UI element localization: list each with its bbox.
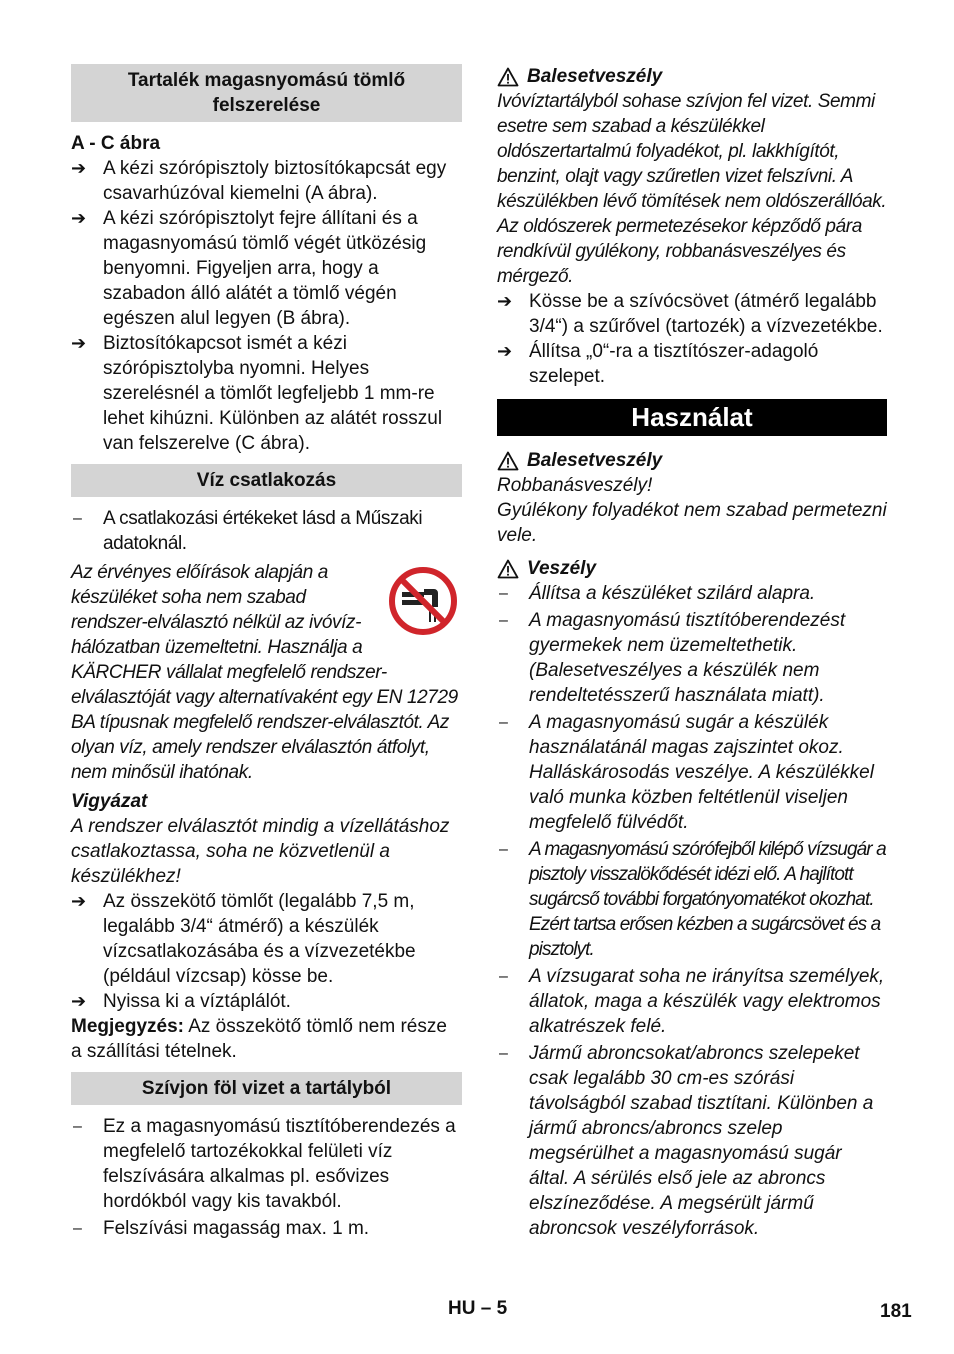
page-number: 181 bbox=[880, 1301, 912, 1322]
dash-bullet: – bbox=[73, 510, 82, 527]
warning-text: Ivóvíztartályból sohase szívjon fel vizet. Semmi esetre sem szabad a készülékkel oldószertartalmú folyadékot, pl. lakkhígítót, benzint, olajt vagy szűretlen vizet felszívni. A készülékben lévő tömítések nem oldószerállóak. Az oldószerek permetezésekor képződő pára rendkívül gyúlékony, robbanásveszélyes és mérgező. bbox=[497, 91, 887, 287]
arrow-icon: ➔ bbox=[71, 158, 87, 178]
list-item: – A magasnyomású szórófejből kilépő vízsugár a pisztoly visszalökődését idézi elő. A hajlított sugárcső további forgatónyomatékot okozhat. Ezért tartsa erősen kézben a sugárcsövet és a pisztolyt. bbox=[499, 839, 886, 960]
instruction-item: ➔ Kösse be a szívócsövet (átmérő legalább 3/4“) a szűrővel (tartozék) a vízvezetékbe. bbox=[497, 291, 883, 337]
no-drinking-water-icon bbox=[388, 566, 458, 636]
dash-bullet: – bbox=[499, 612, 508, 629]
figure-reference: A - C ábra bbox=[71, 133, 161, 154]
warning-heading: Balesetveszély bbox=[497, 64, 887, 89]
dash-bullet: – bbox=[499, 585, 508, 602]
dash-bullet: – bbox=[73, 1118, 82, 1135]
list-item: – A magasnyomású tisztítóberendezést gyermekek nem üzemeltethetik. (Balesetveszélyes a készülék nem rendeltetésszerű használata miatt). bbox=[499, 610, 846, 706]
arrow-icon: ➔ bbox=[497, 291, 513, 311]
caution-title: Vigyázat bbox=[71, 791, 148, 812]
list-item: – Jármű abroncsokat/abroncs szelepeket csak legalább 30 cm-es szórási távolságból szabad tisztítani. Különben a jármű abroncs/abroncs szelep megsérülhet a magasnyomású sugár által. A sérülés első jele az abroncs elszíneződése. A megsérült jármű abroncsok veszélyforrások. bbox=[499, 1043, 874, 1239]
list-item: – A vízsugarat soha ne irányítsa személyek, állatok, maga a készülék vagy elektromos alkatrészek felé. bbox=[499, 966, 885, 1037]
arrow-icon: ➔ bbox=[71, 208, 87, 228]
list-item: – Felszívási magasság max. 1 m. bbox=[73, 1218, 370, 1239]
instruction-item: ➔ Állítsa „0“-ra a tisztítószer-adagoló szelepet. bbox=[497, 341, 819, 387]
warning-text: Robbanásveszély! bbox=[497, 475, 653, 496]
note: Megjegyzés: Az összekötő tömlő nem része a szállítási tételnek. bbox=[71, 1016, 447, 1062]
instruction-item: ➔ Az összekötő tömlőt (legalább 7,5 m, legalább 3/4“ átmérő) a készülék vízcsatlakozásába és a vízvezetékbe (például vízcsap) kösse be. bbox=[71, 891, 416, 987]
dash-bullet: – bbox=[499, 968, 508, 985]
arrow-icon: ➔ bbox=[71, 891, 87, 911]
caution-text: A rendszer elválasztót mindig a vízellátáshoz csatlakoztassa, soha ne közvetlenül a készülékhez! bbox=[71, 816, 450, 887]
list-item: – Állítsa a készüléket szilárd alapra. bbox=[499, 583, 816, 604]
instruction-item: ➔ A kézi szórópisztoly biztosítókapcsát egy csavarhúzóval kiemelni (A ábra). bbox=[71, 158, 447, 204]
dash-bullet: – bbox=[499, 841, 508, 858]
list-item: – A csatlakozási értékeket lásd a Műszaki adatoknál. bbox=[73, 508, 423, 554]
arrow-icon: ➔ bbox=[71, 991, 87, 1011]
warning-text: Gyúlékony folyadékot nem szabad permetezni vele. bbox=[497, 500, 887, 546]
dash-bullet: – bbox=[73, 1220, 82, 1237]
section-heading-hose: Tartalék magasnyomású tömlő felszerelése bbox=[71, 64, 462, 122]
section-heading-water: Víz csatlakozás bbox=[71, 464, 462, 497]
section-heading-tank: Szívjon föl vizet a tartályból bbox=[71, 1072, 462, 1105]
warning-triangle-icon bbox=[497, 451, 519, 471]
dash-bullet: – bbox=[499, 714, 508, 731]
chapter-heading: Használat bbox=[497, 399, 887, 436]
warning-heading: Balesetveszély bbox=[497, 448, 887, 473]
instruction-item: ➔ Nyissa ki a víztáplálót. bbox=[71, 991, 291, 1012]
warning-triangle-icon bbox=[497, 559, 519, 579]
dash-bullet: – bbox=[499, 1045, 508, 1062]
arrow-icon: ➔ bbox=[497, 341, 513, 361]
arrow-icon: ➔ bbox=[71, 333, 87, 353]
list-item: – A magasnyomású sugár a készülék használatánál magas zajszintet okoz. Halláskárosodás veszélye. A készülékkel való munka közben feltétlenül viseljen megfelelő fülvédőt. bbox=[499, 712, 874, 833]
instruction-item: ➔ Biztosítókapcsot ismét a kézi szórópisztolyba nyomni. Helyes szerelésnél a tömlőt legfeljebb 1 mm-re lehet kihúzni. Különben az alátét rosszul van felszerelve (C ábra). bbox=[71, 333, 443, 454]
right-column bbox=[497, 64, 887, 1243]
instruction-item: ➔ A kézi szórópisztolyt fejre állítani és a magasnyomású tömlő végét ütközésig benyomni. Figyeljen arra, hogy a szabadon álló alátét a tömlő végén egészen alul legyen (B ábra). bbox=[71, 208, 427, 329]
danger-heading: Veszély bbox=[497, 556, 887, 581]
warning-triangle-icon bbox=[497, 67, 519, 87]
regulation-note: Az érvényes előírások alapján a készüléket soha nem szabad rendszer-elválasztó nélkül az ivóvíz-hálózatban üzemeltetni. Használja a KÄRCHER vállalat megfelelő rendszer-elválasztóját vagy alternatívaként egy EN 12729 BA típusnak megfelelő rendszer-elválasztót. Az olyan víz, amely rendszer elválasztón átfolyt, nem minősül ihatónak. bbox=[71, 562, 458, 783]
left-column bbox=[71, 64, 462, 1243]
list-item: – Ez a magasnyomású tisztítóberendezés a megfelelő tartozékokkal felületi víz felszívására alkalmas pl. esővizes hordókból vagy kis tavakból. bbox=[73, 1116, 456, 1212]
page-label: HU – 5 bbox=[448, 1298, 508, 1319]
